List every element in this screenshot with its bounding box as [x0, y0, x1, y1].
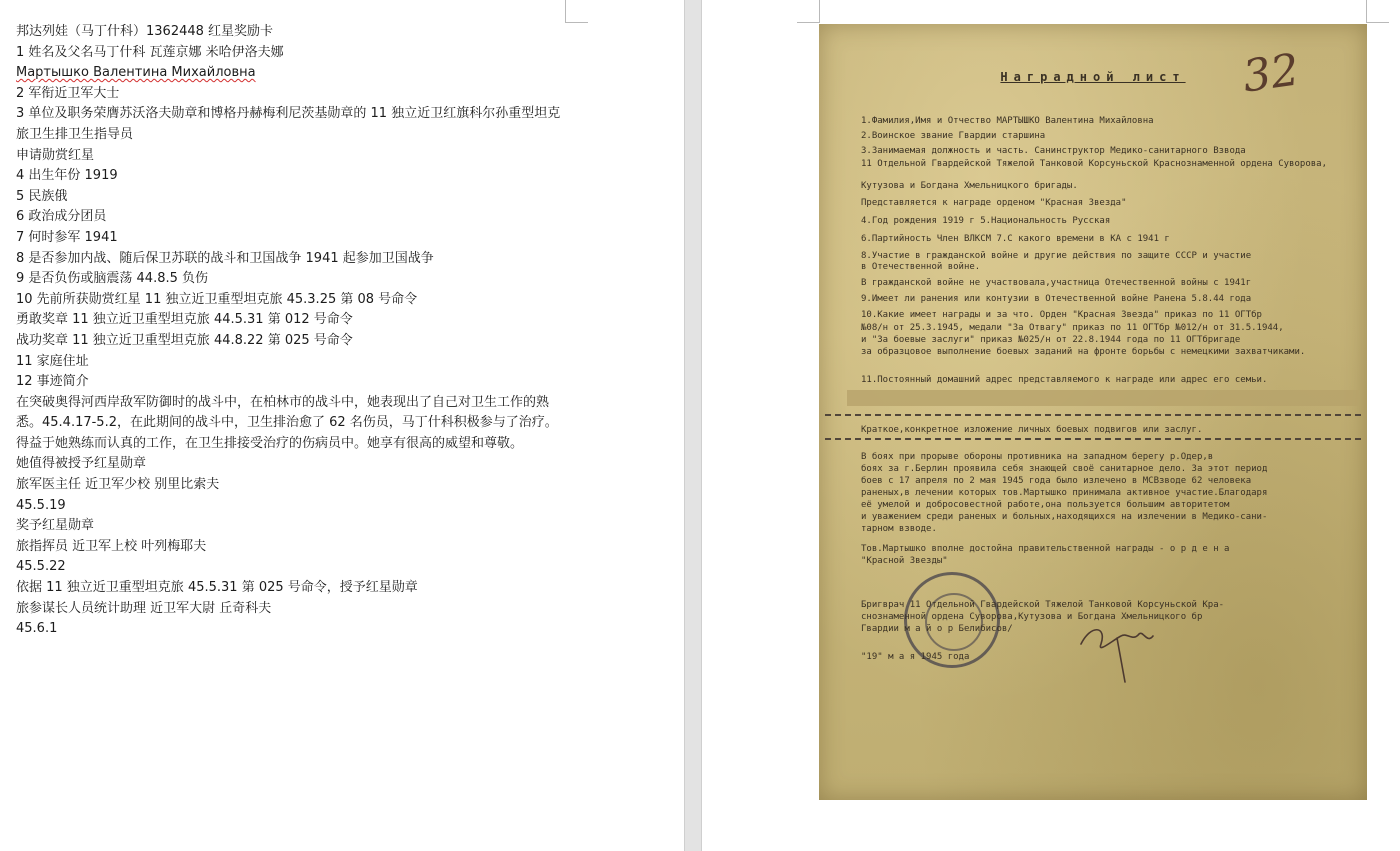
- scan-form-line: за образцовое выполнение боевых заданий на фронте борьбы с немецкими захватчиками.: [861, 347, 1306, 357]
- scan-form-line: Тов.Мартышко вполне достойна правительственной награды - о р д е н а: [861, 544, 1230, 554]
- document-line: 45.5.19: [16, 497, 66, 513]
- page-corner-mark: [797, 0, 820, 23]
- document-line: 3 单位及职务荣膺苏沃洛夫勋章和博格丹赫梅利尼茨基勋章的 11 独立近卫红旗科尔孙重型坦克旅卫生排卫生指导员: [16, 106, 561, 142]
- document-line: 12 事迹简介: [16, 374, 89, 390]
- document-line: 她值得被授予红星勋章: [16, 456, 147, 472]
- document-line: 旅指挥员 近卫军上校 叶列梅耶夫: [16, 538, 207, 554]
- page-separator: [684, 0, 702, 851]
- scan-form-line: 10.Какие имеет награды и за что. Орден "Красная Звезда" приказ по 11 ОГТбр: [861, 310, 1262, 320]
- document-line: 45.5.22: [16, 559, 66, 575]
- document-line: 5 民族俄: [16, 188, 68, 204]
- document-line: 6 政治成分团员: [16, 209, 107, 225]
- scan-form-line: её умелой и добросовестной работе,она пользуется большим авторитетом: [861, 500, 1230, 510]
- document-line: 11 家庭住址: [16, 353, 89, 369]
- scan-dashed-rule: [825, 414, 1361, 416]
- scan-sheet-number: 32: [1239, 44, 1303, 103]
- scan-form-line: В гражданской войне не участвовала,участница Отечественной войны с 1941г: [861, 278, 1252, 288]
- scan-form-line: 1.Фамилия,Имя и Отчество МАРТЫШКО Валентина Михайловна: [861, 116, 1154, 126]
- award-sheet-scan-image[interactable]: [819, 24, 1367, 800]
- document-line-russian-name: Мартышко Валентина Михайловна: [16, 65, 256, 81]
- document-line: 旅参谋长人员统计助理 近卫军大尉 丘奇科夫: [16, 600, 272, 616]
- document-paragraph: 在突破奥得河西岸敌军防御时的战斗中，在柏林市的战斗中，她表现出了自己对卫生工作的熟悉。45.4.17-5.2，在此期间的战斗中，卫生排治愈了 62 名伤员，马丁什科积极参与了治疗。得益于她熟练而认真的工作，在卫生排接受治疗的伤病员中。她享有很高的威望和尊敬。: [16, 394, 558, 451]
- scan-form-line: 8.Участие в гражданской войне и другие действия по защите СССР и участие: [861, 251, 1252, 261]
- scan-form-line: №08/н от 25.3.1945, медали "За Отвагу" приказ по 11 ОГТбр №012/н от 31.5.1944,: [861, 323, 1284, 333]
- document-text[interactable]: [16, 22, 568, 640]
- scan-form-line: и уважением среди раненых и больных,находящихся на излечении в Медико-сани-: [861, 512, 1268, 522]
- scan-form-line: 9.Имеет ли ранения или контузии в Отечественной войне Ранена 5.8.44 года: [861, 294, 1252, 304]
- document-line: 7 何时参军 1941: [16, 229, 118, 245]
- document-line: 战功奖章 11 独立近卫重型坦克旅 44.8.22 第 025 号命令: [16, 332, 353, 348]
- scan-form-line: Представляется к награде орденом "Красная Звезда": [861, 198, 1127, 208]
- page-corner-mark: [565, 0, 588, 23]
- handwritten-signature: [1077, 614, 1167, 684]
- scan-form-line: боях за г.Берлин проявила себя знающей своё санитарное дело. За этот период: [861, 464, 1268, 474]
- scan-form-line: Гвардии м а й о р Белибисов/: [861, 624, 1013, 634]
- scan-section-heading: Краткое,конкретное изложение личных боевых подвигов или заслуг.: [861, 425, 1203, 435]
- document-page-left[interactable]: [0, 0, 684, 851]
- document-line: 8 是否参加内战、随后保卫苏联的战斗和卫国战争 1941 起参加卫国战争: [16, 250, 434, 266]
- scan-title: Наградной лист: [1000, 70, 1186, 84]
- document-line: 奖予红星勋章: [16, 518, 95, 534]
- document-line: 依据 11 独立近卫重型坦克旅 45.5.31 第 025 号命令，授予红星勋章: [16, 580, 418, 596]
- scan-form-line: в Отечественной войне.: [861, 262, 981, 272]
- scan-form-line: и "За боевые заслуги" приказ №025/н от 22.8.1944 года по 11 ОГТбригаде: [861, 335, 1241, 345]
- document-line: 9 是否负伤或脑震荡 44.8.5 负伤: [16, 271, 209, 287]
- scan-form-line: 3.Занимаемая должность и часть. Санинструктор Медико-санитарного Взвода: [861, 146, 1246, 156]
- scan-form-line: 6.Партийность Член ВЛКСМ 7.С какого времени в КА с 1941 г: [861, 234, 1170, 244]
- document-page-right[interactable]: [702, 0, 1400, 851]
- page-corner-mark: [1366, 0, 1389, 23]
- scan-form-line: 11.Постоянный домашний адрес представляемого к награде или адрес его семьи.: [861, 375, 1268, 385]
- scan-dashed-rule: [825, 438, 1361, 440]
- scan-form-line: 4.Год рождения 1919 г 5.Национальность Русская: [861, 216, 1111, 226]
- document-line: 邦达列娃（马丁什科）1362448 红星奖励卡: [16, 24, 274, 39]
- scan-form-line: боев с 17 апреля по 2 мая 1945 года было излечено в МСВзводе 62 человека: [861, 476, 1252, 486]
- scan-form-line: снознаменной ордена Суворова,Кутузова и Богдана Хмельницкого бр: [861, 612, 1203, 622]
- scan-form-line: тарном взводе.: [861, 524, 937, 534]
- scan-form-line: "Красной Звезды": [861, 556, 948, 566]
- document-line: 申请勋赏红星: [16, 147, 95, 163]
- scan-form-line: раненых,в лечении которых тов.Мартышко принимала активное участие.Благодаря: [861, 488, 1268, 498]
- scan-form-line: Бригврач 11 Отдельной Гвардейской Тяжелой Танковой Корсуньской Кра-: [861, 600, 1225, 610]
- scan-form-date-line: "19" м а я 1945 года: [861, 652, 970, 662]
- document-line: 4 出生年份 1919: [16, 168, 118, 184]
- scan-form-line: В боях при прорыве обороны противника на западном берегу р.Одер,в: [861, 452, 1214, 462]
- document-line: 勇敢奖章 11 独立近卫重型坦克旅 44.5.31 第 012 号命令: [16, 312, 353, 328]
- document-line: 旅军医主任 近卫军少校 别里比索夫: [16, 477, 220, 493]
- document-line: 1 姓名及父名马丁什科 瓦莲京娜 米哈伊洛夫娜: [16, 44, 284, 60]
- scan-form-line: Кутузова и Богдана Хмельницкого бригады.: [861, 181, 1078, 191]
- scan-form-line: 2.Воинское звание Гвардии старшина: [861, 131, 1046, 141]
- document-line: 10 先前所获勋赏红星 11 独立近卫重型坦克旅 45.3.25 第 08 号命令: [16, 291, 418, 307]
- scan-form-line: 11 Отдельной Гвардейской Тяжелой Танковой Корсуньской Краснознаменной ордена Суворова,: [861, 159, 1327, 169]
- document-line: 45.6.1: [16, 621, 58, 637]
- scan-redacted-address: [847, 390, 1359, 406]
- document-line: 2 军衔近卫军大士: [16, 85, 120, 101]
